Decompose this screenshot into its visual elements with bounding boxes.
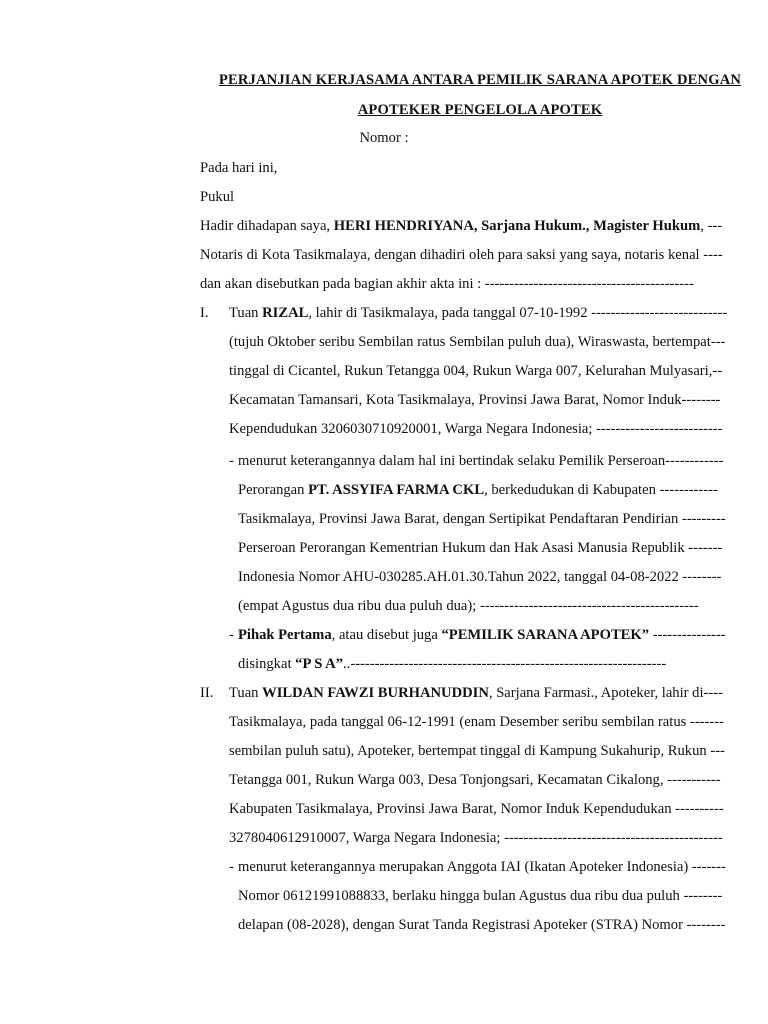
company-name: PT. ASSYIFA FARMA CKL — [308, 482, 485, 498]
document-title-line-2: APOTEKER PENGELOLA APOTEK — [357, 102, 603, 118]
party-1-role-dash: - — [229, 453, 234, 469]
party-1-role-line-3: Tasikmalaya, Provinsi Jawa Barat, dengan Sertipikat Pendaftaran Pendirian --------- — [238, 511, 726, 527]
intro-line-3: dan akan disebutkan pada bagian akhir akta ini : ------------------------------------------- — [200, 276, 694, 292]
party-2-line-2: Tasikmalaya, pada tanggal 06-12-1991 (enam Desember seribu sembilan ratus ------- — [229, 714, 724, 730]
party-2-role-dash: - — [229, 859, 234, 875]
party-2-name: WILDAN FAWZI BURHANUDDIN — [262, 685, 489, 701]
party-2-role-line-1: menurut keterangannya merupakan Anggota IAI (Ikatan Apoteker Indonesia) ------- — [238, 859, 726, 875]
party-2-role-line-3: delapan (08-2028), dengan Surat Tanda Registrasi Apoteker (STRA) Nomor -------- — [238, 917, 726, 933]
party-1-role-line-2: Perorangan PT. ASSYIFA FARMA CKL, berkedudukan di Kabupaten ------------ — [238, 482, 718, 498]
party-2-line-5: Kabupaten Tasikmalaya, Provinsi Jawa Barat, Nomor Induk Kependudukan ---------- — [229, 801, 724, 817]
notary-name: HERI HENDRIYANA, Sarjana Hukum., Magister Hukum — [333, 218, 701, 234]
party-2-line-4: Tetangga 001, Rukun Warga 003, Desa Tonjongsari, Kecamatan Cikalong, ----------- — [229, 772, 721, 788]
psa-full-label: “PEMILIK SARANA APOTEK” — [441, 627, 650, 643]
party-2-line-3: sembilan puluh satu), Apoteker, bertempat tinggal di Kampung Sukahurip, Rukun --- — [229, 743, 725, 759]
party-2-role-line-2: Nomor 06121991088833, berlaku hingga bulan Agustus dua ribu dua puluh -------- — [238, 888, 723, 904]
party-1-role-line-4: Perseroan Perorangan Kementrian Hukum dan Hak Asasi Manusia Republik ------- — [238, 540, 723, 556]
party-1-pihak-line-2: disingkat “P S A”..----------------------------------------------------------------- — [238, 656, 667, 672]
party-1-role-line-5: Indonesia Nomor AHU-030285.AH.01.30.Tahun 2022, tanggal 04-08-2022 -------- — [238, 569, 722, 585]
party-1-role-line-1: menurut keterangannya dalam hal ini bertindak selaku Pemilik Perseroan------------ — [238, 453, 724, 469]
pihak-pertama-label: Pihak Pertama — [238, 627, 332, 643]
party-1-line-5: Kependudukan 3206030710920001, Warga Negara Indonesia; -------------------------- — [229, 421, 723, 437]
party-1-line-3: tinggal di Cicantel, Rukun Tetangga 004, Rukun Warga 007, Kelurahan Mulyasari,-- — [229, 363, 723, 379]
pada-hari-line: Pada hari ini, — [200, 160, 278, 176]
party-1-line-2: (tujuh Oktober seribu Sembilan ratus Sembilan puluh dua), Wiraswasta, bertempat--- — [229, 334, 726, 350]
party-1-pihak-line-1: Pihak Pertama, atau disebut juga “PEMILIK SARANA APOTEK” --------------- — [238, 627, 726, 643]
document-title-line-1: PERJANJIAN KERJASAMA ANTARA PEMILIK SARANA APOTEK DENGAN — [218, 72, 742, 88]
psa-abbrev-label: “P S A” — [295, 656, 344, 672]
party-1-pihak-dash: - — [229, 627, 234, 643]
nomor-label: Nomor : — [359, 130, 409, 146]
intro-line-2: Notaris di Kota Tasikmalaya, dengan dihadiri oleh para saksi yang saya, notaris kenal ---- — [200, 247, 723, 263]
party-1-number: I. — [200, 305, 209, 321]
party-1-role-line-6: (empat Agustus dua ribu dua puluh dua); --------------------------------------------- — [238, 598, 699, 614]
party-1-line-1: Tuan RIZAL, lahir di Tasikmalaya, pada tanggal 07-10-1992 ---------------------------- — [229, 305, 728, 321]
pukul-line: Pukul — [200, 189, 235, 205]
intro-line-1: Hadir dihadapan saya, HERI HENDRIYANA, Sarjana Hukum., Magister Hukum, --- — [200, 218, 723, 234]
party-1-name: RIZAL — [262, 305, 309, 321]
party-2-number: II. — [200, 685, 214, 701]
party-1-line-4: Kecamatan Tamansari, Kota Tasikmalaya, Provinsi Jawa Barat, Nomor Induk-------- — [229, 392, 721, 408]
party-2-line-1: Tuan WILDAN FAWZI BURHANUDDIN, Sarjana Farmasi., Apoteker, lahir di---- — [229, 685, 723, 701]
party-2-line-6: 3278040612910007, Warga Negara Indonesia; --------------------------------------------- — [229, 830, 723, 846]
